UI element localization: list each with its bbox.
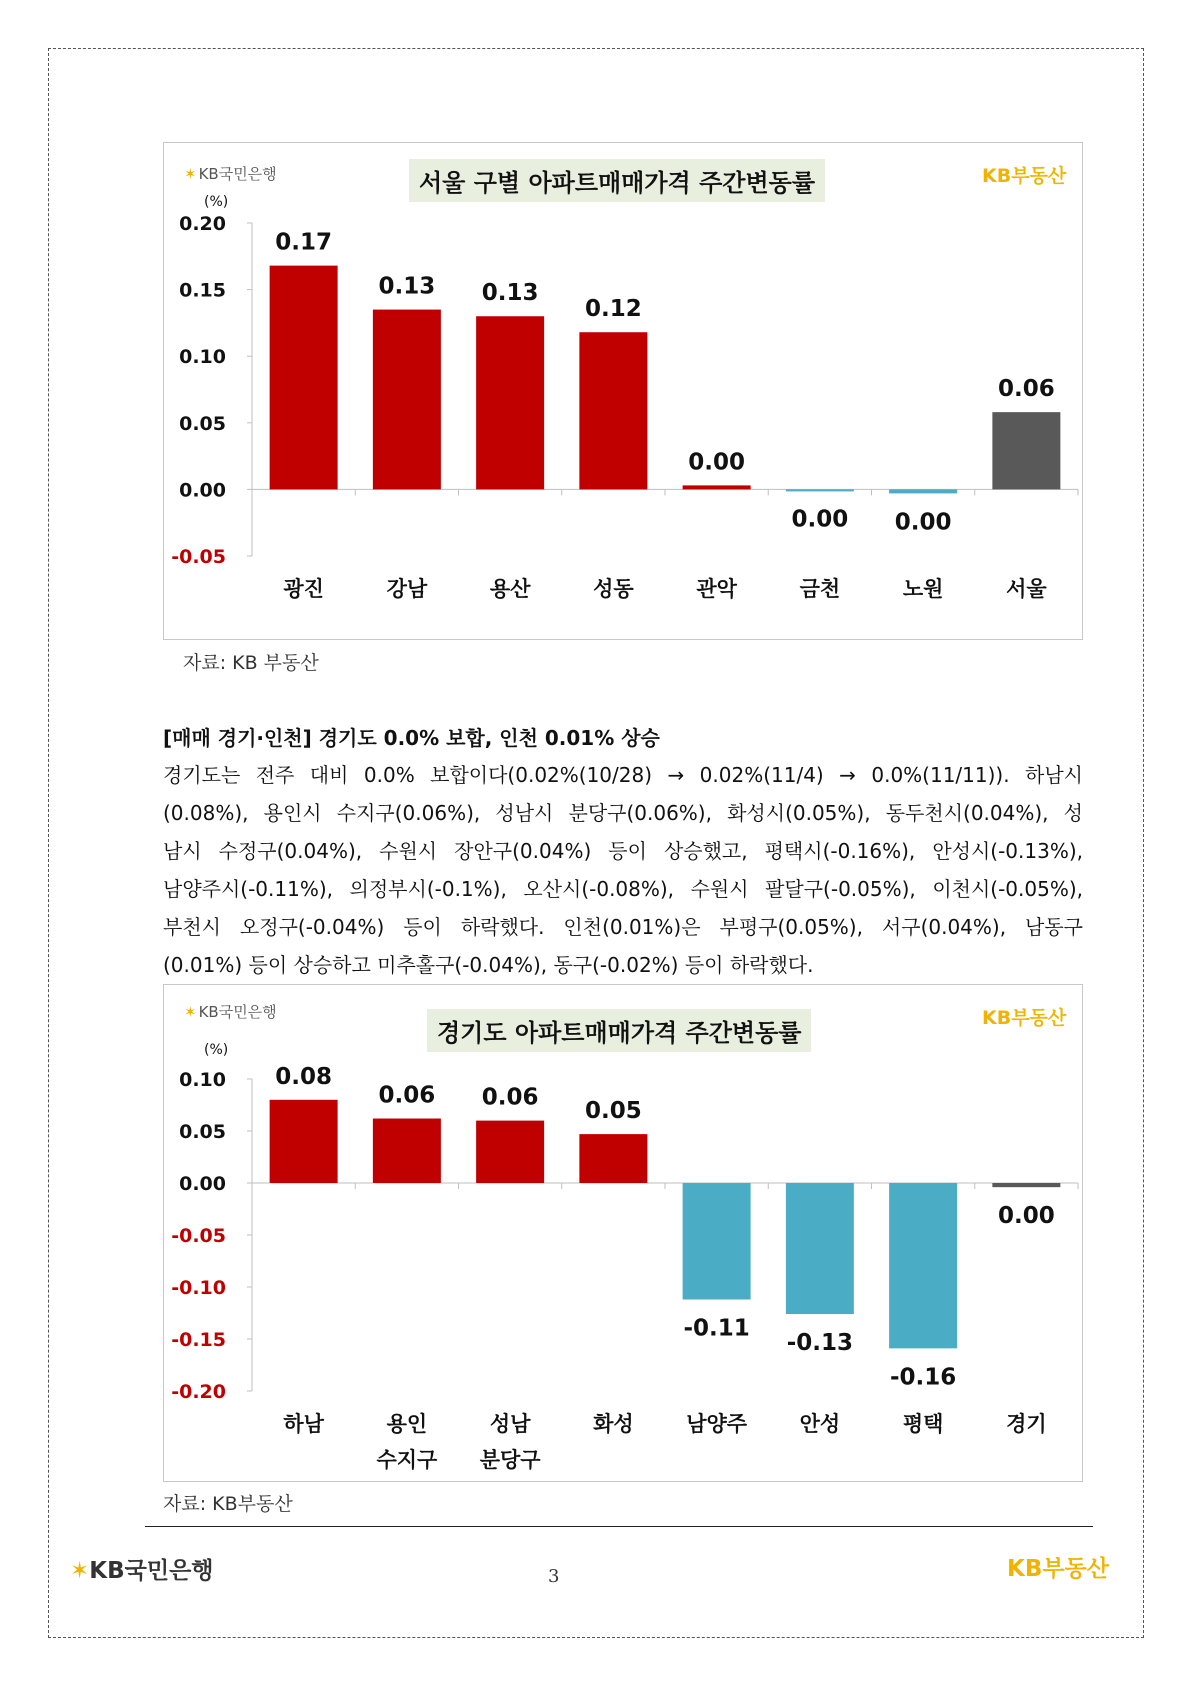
y-tick-label: 0.05 bbox=[179, 412, 226, 435]
footer-kb-realty-logo: KB부동산 bbox=[1007, 1556, 1110, 1582]
data-label: -0.11 bbox=[683, 1315, 750, 1342]
data-label: 0.06 bbox=[378, 1082, 436, 1109]
body-line-1: 경기도는 전주 대비 0.0% 보합이다(0.02%(10/28) → 0.02%(11/4) → 0.0%(11/11)). 하남시 bbox=[163, 763, 1083, 787]
kb-realty-logo: KB부동산 bbox=[982, 165, 1067, 187]
bar bbox=[889, 1183, 957, 1348]
seoul-chart-source: 자료: KB 부동산 bbox=[183, 652, 319, 674]
data-label: -0.13 bbox=[786, 1330, 854, 1357]
y-tick-label: 0.10 bbox=[179, 346, 226, 369]
category-label: 노원 bbox=[902, 577, 944, 601]
bar bbox=[683, 485, 751, 489]
y-tick-label: 0.20 bbox=[179, 213, 226, 235]
kb-star-icon: ✶ bbox=[184, 1003, 197, 1021]
bar bbox=[786, 1183, 854, 1314]
category-label: 금천 bbox=[799, 577, 841, 601]
section-body bbox=[163, 756, 1083, 984]
kb-bank-logo: ✶ KB국민은행 bbox=[184, 165, 277, 183]
category-label: 분당구 bbox=[479, 1448, 541, 1472]
data-label: 0.06 bbox=[998, 376, 1055, 403]
bar bbox=[786, 489, 854, 491]
data-label: 0.13 bbox=[378, 273, 436, 300]
bar bbox=[270, 1100, 338, 1183]
page-number: 3 bbox=[548, 1566, 560, 1587]
data-label: -0.16 bbox=[889, 1364, 957, 1391]
category-label: 성남 bbox=[489, 1412, 531, 1436]
y-tick-label: -0.20 bbox=[171, 1381, 226, 1403]
bar bbox=[992, 1183, 1060, 1187]
y-tick-label: -0.10 bbox=[171, 1277, 226, 1299]
data-label: 0.00 bbox=[688, 449, 745, 476]
category-label: 서울 bbox=[1006, 577, 1047, 601]
data-label: 0.17 bbox=[275, 229, 332, 256]
data-label: 0.00 bbox=[791, 506, 849, 533]
footer-kb-bank-logo: ✶KB국민은행 bbox=[70, 1558, 214, 1584]
bar bbox=[270, 266, 338, 490]
category-label: 강남 bbox=[386, 577, 428, 601]
gyeonggi-bar-chart bbox=[164, 985, 1082, 1481]
gyeonggi-chart-source: 자료: KB부동산 bbox=[163, 1493, 293, 1515]
seoul-chart bbox=[163, 142, 1083, 640]
seoul-bar-chart bbox=[164, 143, 1082, 639]
category-label: 성동 bbox=[593, 577, 634, 601]
category-label: 수지구 bbox=[376, 1448, 438, 1472]
y-tick-label: 0.00 bbox=[179, 1173, 226, 1195]
category-label: 용인 bbox=[386, 1412, 428, 1436]
body-line-4: 남양주시(-0.11%), 의정부시(-0.1%), 오산시(-0.08%), 수원시 팔달구(-0.05%), 이천시(-0.05%), bbox=[163, 877, 1083, 901]
data-label: 0.00 bbox=[894, 509, 952, 536]
body-line-6: (0.01%) 등이 상승하고 미추홀구(-0.04%), 동구(-0.02%) 등이 하락했다. bbox=[163, 953, 814, 977]
bar bbox=[476, 1121, 544, 1183]
y-tick-label: -0.05 bbox=[171, 1225, 226, 1247]
category-label: 광진 bbox=[283, 577, 324, 601]
data-label: 0.12 bbox=[585, 296, 642, 323]
chart-title: 서울 구별 아파트매매가격 주간변동률 bbox=[409, 159, 825, 202]
section-heading: [매매 경기·인천] 경기도 0.0% 보합, 인천 0.01% 상승 bbox=[163, 726, 660, 750]
body-line-3: 남시 수정구(0.04%), 수원시 장안구(0.04%) 등이 상승했고, 평택시(-0.16%), 안성시(-0.13%), bbox=[163, 839, 1083, 863]
gyeonggi-chart bbox=[163, 984, 1083, 1482]
body-line-5: 부천시 오정구(-0.04%) 등이 하락했다. 인천(0.01%)은 부평구(0.05%), 서구(0.04%), 남동구 bbox=[163, 915, 1083, 939]
bar bbox=[476, 316, 544, 489]
bar bbox=[579, 332, 647, 489]
bar bbox=[683, 1183, 751, 1299]
data-label: 0.06 bbox=[481, 1084, 539, 1111]
data-label: 0.00 bbox=[998, 1203, 1055, 1229]
category-label: 화성 bbox=[593, 1412, 634, 1436]
kb-realty-logo: KB부동산 bbox=[982, 1007, 1067, 1029]
category-label: 관악 bbox=[696, 577, 737, 601]
y-tick-label: -0.15 bbox=[171, 1329, 226, 1351]
data-label: 0.13 bbox=[481, 280, 539, 307]
bar bbox=[373, 310, 441, 490]
category-label: 용산 bbox=[489, 577, 531, 601]
chart-title: 경기도 아파트매매가격 주간변동률 bbox=[427, 1009, 811, 1052]
unit-label: (%) bbox=[204, 194, 229, 210]
y-tick-label: 0.15 bbox=[179, 279, 226, 302]
category-label: 경기 bbox=[1006, 1412, 1047, 1436]
data-label: 0.05 bbox=[585, 1098, 642, 1125]
footer-rule bbox=[145, 1526, 1093, 1527]
bar bbox=[889, 489, 957, 493]
category-label: 안성 bbox=[799, 1412, 841, 1436]
bar bbox=[373, 1119, 441, 1183]
data-label: 0.08 bbox=[275, 1063, 332, 1090]
y-tick-label: -0.05 bbox=[171, 546, 226, 568]
y-tick-label: 0.10 bbox=[179, 1069, 226, 1091]
y-tick-label: 0.05 bbox=[179, 1121, 226, 1143]
category-label: 남양주 bbox=[686, 1412, 748, 1436]
category-label: 하남 bbox=[283, 1412, 324, 1436]
y-tick-label: 0.00 bbox=[179, 479, 226, 502]
bar bbox=[579, 1134, 647, 1183]
category-label: 평택 bbox=[902, 1412, 944, 1436]
kb-star-icon: ✶ bbox=[70, 1558, 90, 1584]
kb-star-icon: ✶ bbox=[184, 165, 197, 183]
unit-label: (%) bbox=[204, 1042, 229, 1058]
kb-bank-logo: ✶ KB국민은행 bbox=[184, 1003, 277, 1021]
body-line-2: (0.08%), 용인시 수지구(0.06%), 성남시 분당구(0.06%), 화성시(0.05%), 동두천시(0.04%), 성 bbox=[163, 801, 1083, 825]
bar bbox=[992, 412, 1060, 489]
